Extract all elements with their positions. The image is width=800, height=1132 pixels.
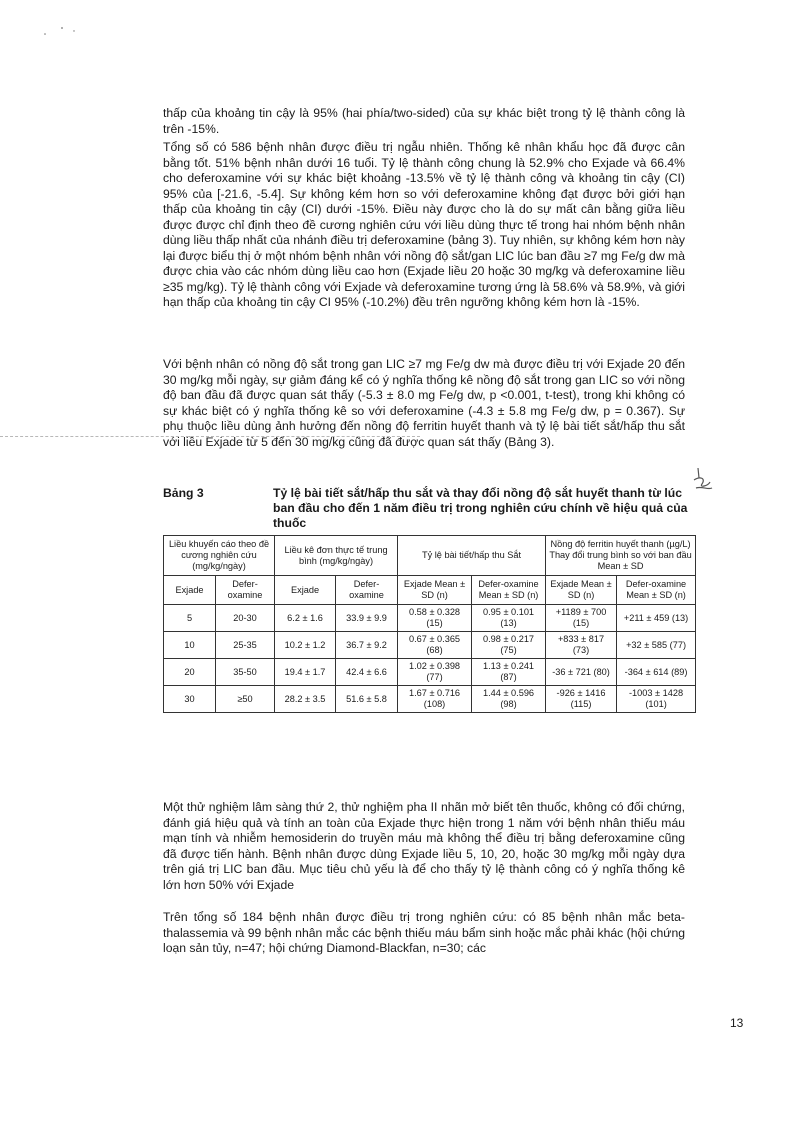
- paragraph-confidence-limit: [163, 106, 685, 137]
- table-row: [164, 605, 696, 632]
- table-cell: 1.02 ± 0.398 (77): [398, 659, 472, 686]
- table-cell: 35-50: [216, 659, 275, 686]
- table-cell: 25-35: [216, 632, 275, 659]
- table-cell: 1.67 ± 0.716 (108): [398, 686, 472, 713]
- table-sub-header-row: [164, 576, 696, 605]
- header-recommended-dose: Liều khuyến cáo theo đề cương nghiên cứu (mg/kg/ngày): [164, 536, 275, 576]
- table-row: [164, 632, 696, 659]
- sub-header: Defer-oxamine Mean ± SD (n): [472, 576, 546, 605]
- table-cell: 0.58 ± 0.328 (15): [398, 605, 472, 632]
- sub-header: Defer-oxamine: [336, 576, 398, 605]
- table-cell: +1189 ± 700 (15): [546, 605, 617, 632]
- paragraph-randomized-patients: [163, 140, 685, 311]
- table-label: Bảng 3: [163, 486, 204, 500]
- table-row: [164, 686, 696, 713]
- table-cell: 10: [164, 632, 216, 659]
- table-cell: +211 ± 459 (13): [617, 605, 696, 632]
- table-cell: -1003 ± 1428 (101): [617, 686, 696, 713]
- handwritten-initial-mark: [690, 466, 716, 496]
- table-cell: 10.2 ± 1.2: [275, 632, 336, 659]
- table-cell: -364 ± 614 (89): [617, 659, 696, 686]
- paragraph-text: Với bệnh nhân có nồng độ sắt trong gan LIC ≥7 mg Fe/g dw mà được điều trị với Exjade 20 đến 30 mg/kg mỗi ngày, sự giảm đáng kể có ý nghĩa thống kê nồng độ sắt trong gan LIC so với nồng độ ban đầu đã được quan sát thấy (-5.3 ± 8.0 mg Fe/g dw, p <0.001, t-test), trong khi không có sự khác biệt có ý nghĩa thống kê so với deferoxamine (-4.3 ± 5.8 mg Fe/g dw, p = 0.367). Sự phụ thuộc liều dùng ảnh hưởng đến nồng độ ferritin huyết thanh và tỷ lệ bài tiết sắt/hấp thu sắt với liều Exjade từ 5 đến 30 mg/kg cũng đã được quan sát thấy (Bảng 3).: [163, 357, 685, 449]
- sub-header: Exjade: [275, 576, 336, 605]
- scan-speck-marks: [40, 22, 80, 42]
- paragraph-text: Tổng số có 586 bệnh nhân được điều trị ngẫu nhiên. Thống kê nhân khẩu học đã được cân bằng tốt. 51% bệnh nhân dưới 16 tuổi. Tỷ lệ thành công chung là 52.9% cho Exjade và 66.4% cho deferoxamine với sự khác biệt khoảng -13.5% về tỷ lệ thành công và khoảng tin cậy (CI) 95% của [-21.6, -5.4]. Sự không kém hơn so với deferoxamine không đạt được bởi giới hạn thấp của khoảng tin cậy (CI) dưới -15%. Điều này được cho là do sự mất cân bằng giữa liều được được chỉ định theo đề cương nghiên cứu với liều dùng thực tế trong hai nhóm bệnh nhân dùng liều thấp nhất của nhánh điều trị deferoxamine (bảng 3). Tuy nhiên, sự không kém hơn này lại được biểu thị ở một nhóm bệnh nhân với nồng độ sắt/gan LIC lúc ban đầu ≥7 mg Fe/g dw mà được chia vào các nhóm dùng liều cao hơn (Exjade liều 20 hoặc 30 mg/kg và deferoxamine liều ≥35 mg/kg). Tỷ lệ thành công với Exjade và deferoxamine tương ứng là 58.6% và 58.9%, và giới hạn thấp của khoảng tin cậy CI 95% (-10.2%) đều trên ngưỡng không kém hơn là -15%.: [163, 140, 685, 309]
- header-excretion-ratio: Tỷ lệ bài tiết/hấp thu Sắt: [398, 536, 546, 576]
- paragraph-patient-breakdown: [163, 910, 685, 957]
- table-cell: 1.13 ± 0.241 (87): [472, 659, 546, 686]
- table-group-header-row: [164, 536, 696, 576]
- header-serum-ferritin: Nồng độ ferritin huyết thanh (µg/L) Thay đổi trung bình so với ban đầu Mean ± SD: [546, 536, 696, 576]
- table-cell: 42.4 ± 6.6: [336, 659, 398, 686]
- page-number: 13: [730, 1016, 744, 1030]
- table-cell: 20: [164, 659, 216, 686]
- paragraph-text: Một thử nghiệm lâm sàng thứ 2, thử nghiệm pha II nhãn mở biết tên thuốc, không có đối chứng, đánh giá hiệu quả và tính an toàn của Exjade thực hiện trong 1 năm với bệnh nhân thiếu máu mạn tính và nhiễm hemosiderin do truyền máu mà không thể điều trị bằng deferoxamine cũng đã được tiến hành. Bệnh nhân được dùng Exjade liều 5, 10, 20, hoặc 30 mg/kg mỗi ngày dựa trên giá trị LIC ban đầu. Mục tiêu chủ yếu là để cho thấy tỷ lệ thành công có ý nghĩa thống kê lớn hơn 50% với Exjade: [163, 800, 685, 892]
- paragraph-lic-results: [163, 357, 685, 450]
- table-cell: 0.67 ± 0.365 (68): [398, 632, 472, 659]
- table-row: [164, 659, 696, 686]
- paragraph-text: thấp của khoảng tin cậy là 95% (hai phía/two-sided) của sự khác biệt trong tỷ lệ thành công là trên -15%.: [163, 106, 685, 136]
- table-cell: 5: [164, 605, 216, 632]
- table-cell: 33.9 ± 9.9: [336, 605, 398, 632]
- table-cell: -926 ± 1416 (115): [546, 686, 617, 713]
- sub-header: Exjade Mean ± SD (n): [546, 576, 617, 605]
- table-cell: 51.6 ± 5.8: [336, 686, 398, 713]
- sub-header: Exjade: [164, 576, 216, 605]
- table-3: [163, 535, 696, 713]
- table-cell: 1.44 ± 0.596 (98): [472, 686, 546, 713]
- table-cell: 28.2 ± 3.5: [275, 686, 336, 713]
- table-cell: 0.95 ± 0.101 (13): [472, 605, 546, 632]
- table-caption: Tỷ lệ bài tiết sắt/hấp thu sắt và thay đổi nồng độ sắt huyết thanh từ lúc ban đầu cho đến 1 năm điều trị trong nghiên cứu chính về hiệu quả của thuốc: [273, 486, 688, 530]
- table-cell: 30: [164, 686, 216, 713]
- table-cell: -36 ± 721 (80): [546, 659, 617, 686]
- table-cell: +833 ± 817 (73): [546, 632, 617, 659]
- sub-header: Defer-oxamine: [216, 576, 275, 605]
- table-cell: 19.4 ± 1.7: [275, 659, 336, 686]
- sub-header: Exjade Mean ± SD (n): [398, 576, 472, 605]
- table-cell: 36.7 ± 9.2: [336, 632, 398, 659]
- sub-header: Defer-oxamine Mean ± SD (n): [617, 576, 696, 605]
- table-cell: 0.98 ± 0.217 (75): [472, 632, 546, 659]
- paragraph-second-trial: [163, 800, 685, 893]
- header-actual-dose: Liều kê đơn thực tế trung bình (mg/kg/ngày): [275, 536, 398, 576]
- table-cell: ≥50: [216, 686, 275, 713]
- paragraph-text: Trên tổng số 184 bệnh nhân được điều trị trong nghiên cứu: có 85 bệnh nhân mắc beta-thalassemia và 99 bệnh nhân mắc các bệnh thiếu máu bẩm sinh hoặc mắc phải khác (hội chứng loạn sản tủy, n=47; hội chứng Diamond-Blackfan, n=30; các: [163, 910, 685, 955]
- table-cell: 6.2 ± 1.6: [275, 605, 336, 632]
- table-cell: +32 ± 585 (77): [617, 632, 696, 659]
- table-cell: 20-30: [216, 605, 275, 632]
